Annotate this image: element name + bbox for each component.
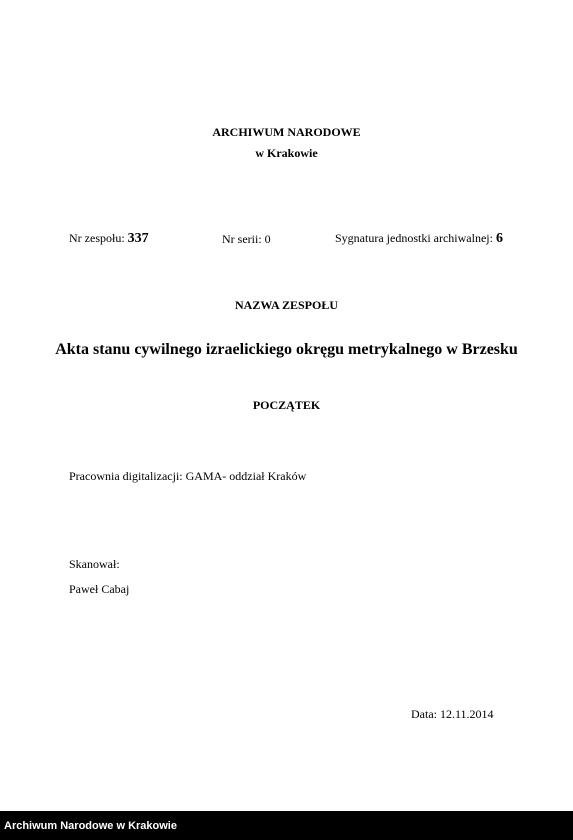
series-number <box>222 232 271 247</box>
unit-signature-value: 6 <box>495 231 503 246</box>
unit-signature-label: Sygnatura jednostki archiwalnej: <box>335 231 493 245</box>
scan-date-value: 12.11.2014 <box>440 707 494 721</box>
scan-date-label: Data: <box>411 707 437 721</box>
series-number-label: Nr serii: <box>222 232 262 246</box>
fond-name-heading: NAZWA ZESPOŁU <box>234 298 339 312</box>
fond-title: Akta stanu cywilnego izraelickiego okręgu metrykalnego w Brzesku <box>55 341 518 358</box>
digitization-lab: Pracownia digitalizacji: GAMA- oddział Kraków <box>69 469 307 483</box>
scan-date <box>411 707 494 722</box>
archive-city: w Krakowie <box>255 146 318 160</box>
footer-watermark: Archiwum Narodowe w Krakowie <box>4 820 177 832</box>
scanned-by-label: Skanował: <box>69 557 120 571</box>
footer-bar <box>0 811 573 840</box>
archive-name: ARCHIWUM NARODOWE <box>212 125 361 139</box>
series-number-value: 0 <box>264 232 271 246</box>
scanned-by-name: Paweł Cabaj <box>69 582 130 596</box>
fond-number-value: 337 <box>127 231 149 246</box>
section-heading: POCZĄTEK <box>252 398 321 412</box>
unit-signature <box>335 231 503 247</box>
fond-number-label: Nr zespołu: <box>69 231 125 245</box>
fond-number <box>69 231 149 247</box>
